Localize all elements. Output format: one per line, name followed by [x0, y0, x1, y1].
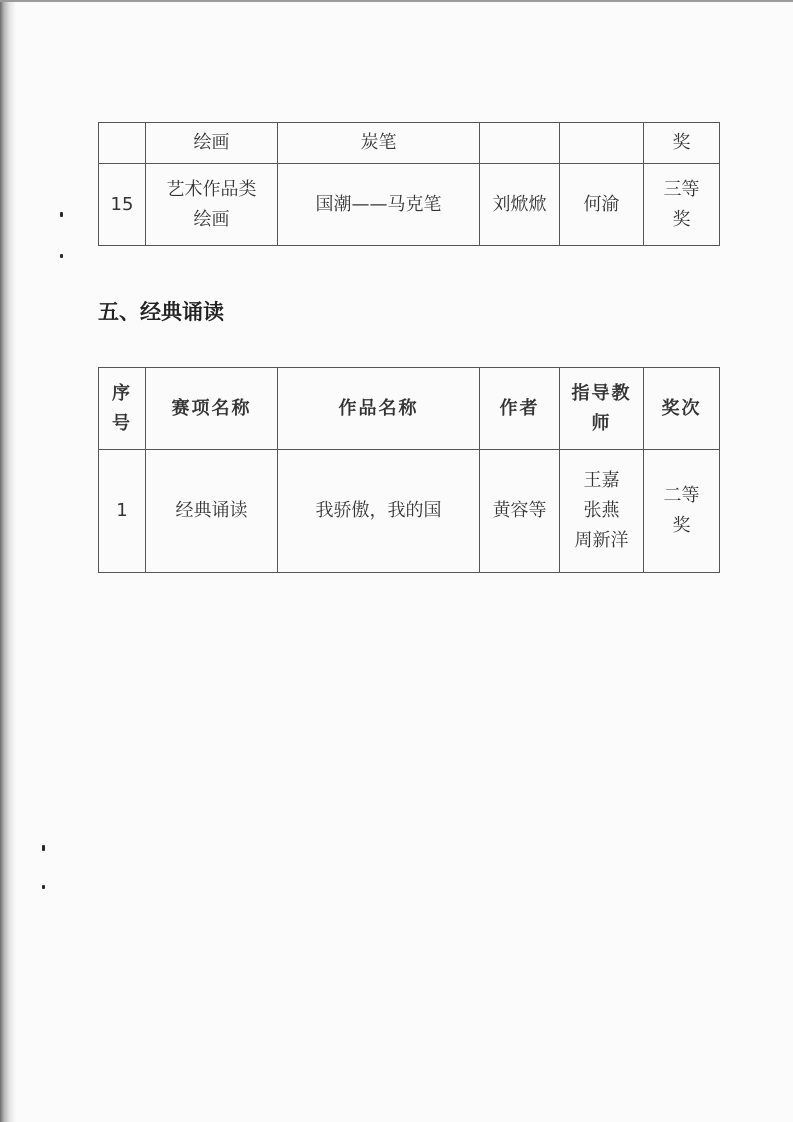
- table-row: [99, 123, 720, 164]
- teacher-text: 何渝: [583, 193, 620, 215]
- teacher-cell: [560, 164, 644, 246]
- work-cell: [278, 450, 480, 573]
- table-row: [99, 450, 720, 573]
- index-header-line1: 序: [112, 382, 132, 404]
- title-text: 国潮——马克笔: [315, 193, 442, 215]
- scan-speck: [42, 885, 45, 889]
- table-header-row: [99, 368, 720, 450]
- author-cell: [480, 123, 560, 164]
- event-header-text: 赛项名称: [171, 397, 252, 419]
- award-text: 奖: [672, 132, 691, 153]
- category-text-line1: 艺术作品类: [166, 178, 257, 200]
- award-header-text: 奖次: [661, 397, 702, 419]
- teacher-name: 张燕: [583, 500, 620, 521]
- teacher-header-line2: 师: [591, 412, 612, 434]
- index-text: 15: [110, 193, 134, 215]
- teacher-name: 王嘉: [583, 470, 620, 491]
- teacher-cell: [560, 450, 644, 573]
- scan-speck: [60, 212, 63, 217]
- scan-edge-shadow: [0, 0, 16, 1122]
- work-text: 我骄傲，我的国: [315, 500, 442, 521]
- title-cell: [278, 164, 480, 246]
- title-text: 炭笔: [360, 132, 397, 153]
- scan-speck: [60, 254, 63, 258]
- event-cell: [146, 450, 278, 573]
- award-text-line1: 三等: [663, 178, 700, 200]
- category-text-line2: 绘画: [193, 208, 230, 230]
- award-cell: [644, 123, 720, 164]
- scan-top-edge: [0, 0, 793, 2]
- event-header: [146, 368, 278, 450]
- table-row: [99, 164, 720, 246]
- author-cell: [480, 164, 560, 246]
- index-cell: [99, 164, 146, 246]
- work-header: [278, 368, 480, 450]
- title-cell: [278, 123, 480, 164]
- author-text: 黄容等: [492, 500, 547, 521]
- category-cell: [146, 123, 278, 164]
- award-text-line2: 奖: [672, 515, 691, 536]
- scan-speck: [42, 845, 45, 851]
- index-cell: [99, 450, 146, 573]
- category-text: 绘画: [193, 132, 230, 153]
- teacher-header: [560, 368, 644, 450]
- teacher-name: 周新洋: [574, 530, 629, 551]
- author-header: [480, 368, 560, 450]
- teacher-header-line1: 指导教: [571, 382, 632, 404]
- author-text: 刘焮焮: [492, 193, 547, 215]
- index-header-line2: 号: [112, 412, 132, 434]
- award-cell: [644, 164, 720, 246]
- award-text-line2: 奖: [672, 208, 691, 230]
- event-text: 经典诵读: [175, 500, 248, 521]
- teacher-cell: [560, 123, 644, 164]
- award-text-line1: 二等: [663, 485, 700, 506]
- award-cell: [644, 450, 720, 573]
- award-header: [644, 368, 720, 450]
- index-text: 1: [116, 500, 128, 521]
- author-header-text: 作者: [499, 397, 540, 419]
- author-cell: [480, 450, 560, 573]
- art-awards-table: [98, 122, 720, 246]
- index-cell: [99, 123, 146, 164]
- recitation-awards-table: [98, 367, 720, 573]
- category-cell: [146, 164, 278, 246]
- index-header: [99, 368, 146, 450]
- work-header-text: 作品名称: [338, 397, 419, 419]
- section-heading: 五、经典诵读: [98, 300, 224, 324]
